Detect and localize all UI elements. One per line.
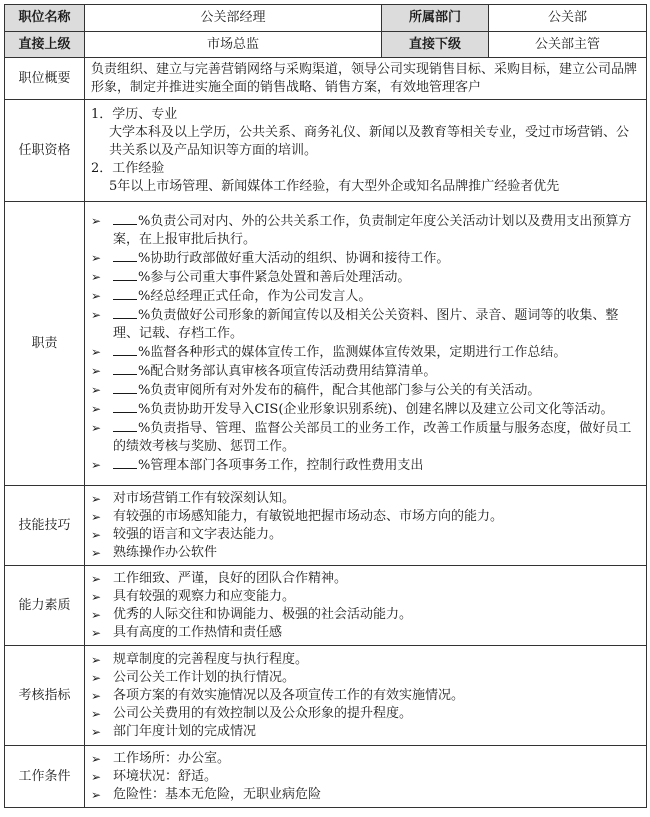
fill-blank bbox=[113, 381, 137, 394]
skill-item: ➢ 熟练操作办公软件 bbox=[91, 544, 640, 562]
fill-blank bbox=[113, 343, 137, 356]
ability-item: ➢ 优秀的人际交往和协调能力、极强的社会活动能力。 bbox=[91, 606, 640, 624]
fill-blank bbox=[113, 268, 137, 281]
header-row-1 bbox=[5, 5, 647, 32]
duty-item: ➢ %负责做好公司形象的新闻宣传以及相关公关资料、图片、录音、题词等的收集、整理、记载、存档工作。 bbox=[91, 306, 640, 343]
qualifications-content bbox=[85, 100, 647, 202]
direct-subordinate-label: 直接下级 bbox=[382, 32, 489, 58]
abilities-content bbox=[85, 566, 647, 646]
fill-blank bbox=[113, 287, 137, 300]
overview-row bbox=[5, 58, 647, 100]
fill-blank bbox=[113, 400, 137, 413]
position-name-label: 职位名称 bbox=[5, 5, 85, 32]
job-description-table bbox=[4, 4, 647, 808]
abilities-row bbox=[5, 566, 647, 646]
kpi-content bbox=[85, 646, 647, 746]
conditions-row bbox=[5, 746, 647, 808]
kpi-item: ➢ 公司公关费用的有效控制以及公众形象的提升程度。 bbox=[91, 705, 640, 723]
qualification-detail: 5年以上市场管理、新闻媒体工作经验，有大型外企或知名品牌推广经验者优先 bbox=[109, 178, 560, 194]
duties-row bbox=[5, 202, 647, 486]
duties-list bbox=[91, 212, 640, 475]
duty-item: ➢ %协助行政部做好重大活动的组织、协调和接待工作。 bbox=[91, 249, 640, 268]
direct-superior-label: 直接上级 bbox=[5, 32, 85, 58]
qualification-title: 2．工作经验 bbox=[91, 160, 165, 176]
fill-blank bbox=[113, 419, 137, 432]
kpi-item: ➢ 部门年度计划的完成情况 bbox=[91, 723, 640, 741]
duty-item: ➢ %配合财务部认真审核各项宣传活动费用结算清单。 bbox=[91, 362, 640, 381]
overview-label: 职位概要 bbox=[5, 58, 85, 100]
condition-item: ➢ 环境状况：舒适。 bbox=[91, 768, 640, 786]
skill-item: ➢ 对市场营销工作有较深刻认知。 bbox=[91, 490, 640, 508]
duties-label: 职责 bbox=[5, 202, 85, 486]
overview-text: 负责组织、建立与完善营销网络与采购渠道，领导公司实现销售目标、采购目标，建立公司品牌形象，制定并推进实施全面的销售战略、销售方案，有效地管理客户 bbox=[85, 58, 647, 100]
condition-item: ➢ 危险性：基本无危险，无职业病危险 bbox=[91, 786, 640, 804]
duty-item: ➢ %参与公司重大事件紧急处置和善后处理活动。 bbox=[91, 268, 640, 287]
kpi-item: ➢ 各项方案的有效实施情况以及各项宣传工作的有效实施情况。 bbox=[91, 687, 640, 705]
duty-item: ➢ %管理本部门各项事务工作，控制行政性费用支出 bbox=[91, 456, 640, 475]
duty-item: ➢ %负责公司对内、外的公共关系工作，负责制定年度公关活动计划以及费用支出预算方案，在上报审批后执行。 bbox=[91, 212, 640, 249]
kpi-item: ➢ 规章制度的完善程度与执行程度。 bbox=[91, 651, 640, 669]
direct-subordinate-value: 公关部主管 bbox=[489, 32, 647, 58]
kpi-list bbox=[91, 651, 640, 741]
duty-item: ➢ %经总经理正式任命，作为公司发言人。 bbox=[91, 287, 640, 306]
ability-item: ➢ 工作细致、严谨，良好的团队合作精神。 bbox=[91, 570, 640, 588]
kpi-label: 考核指标 bbox=[5, 646, 85, 746]
abilities-list bbox=[91, 570, 640, 642]
skill-item: ➢ 有较强的市场感知能力，有敏锐地把握市场动态、市场方向的能力。 bbox=[91, 508, 640, 526]
ability-item: ➢ 具有高度的工作热情和责任感 bbox=[91, 624, 640, 642]
kpi-row bbox=[5, 646, 647, 746]
qualification-title: 1．学历、专业 bbox=[91, 106, 178, 122]
fill-blank bbox=[113, 249, 137, 262]
duty-item: ➢ %监督各种形式的媒体宣传工作，监测媒体宣传效果，定期进行工作总结。 bbox=[91, 343, 640, 362]
kpi-item: ➢ 公司公关工作计划的执行情况。 bbox=[91, 669, 640, 687]
skills-content bbox=[85, 486, 647, 566]
qualification-detail: 大学本科及以上学历，公共关系、商务礼仪、新闻以及教育等相关专业，受过市场营销、公共关系以及产品知识等方面的培训。 bbox=[109, 124, 630, 158]
position-name-value: 公关部经理 bbox=[85, 5, 382, 32]
department-value: 公关部 bbox=[489, 5, 647, 32]
skills-list bbox=[91, 490, 640, 562]
conditions-content bbox=[85, 746, 647, 808]
fill-blank bbox=[113, 306, 137, 319]
direct-superior-value: 市场总监 bbox=[85, 32, 382, 58]
skills-label: 技能技巧 bbox=[5, 486, 85, 566]
duties-content bbox=[85, 202, 647, 486]
header-row-2 bbox=[5, 32, 647, 58]
fill-blank bbox=[113, 362, 137, 375]
ability-item: ➢ 具有较强的观察力和应变能力。 bbox=[91, 588, 640, 606]
skill-item: ➢ 较强的语言和文字表达能力。 bbox=[91, 526, 640, 544]
fill-blank bbox=[113, 456, 137, 469]
skills-row bbox=[5, 486, 647, 566]
duty-item: ➢ %负责协助开发导入CIS(企业形象识别系统)、创建名牌以及建立公司文化等活动。 bbox=[91, 400, 640, 419]
fill-blank bbox=[113, 212, 137, 225]
qualifications-row bbox=[5, 100, 647, 202]
condition-item: ➢ 工作场所：办公室。 bbox=[91, 750, 640, 768]
conditions-list bbox=[91, 750, 640, 804]
abilities-label: 能力素质 bbox=[5, 566, 85, 646]
duty-item: ➢ %负责审阅所有对外发布的稿件，配合其他部门参与公关的有关活动。 bbox=[91, 381, 640, 400]
department-label: 所属部门 bbox=[382, 5, 489, 32]
conditions-label: 工作条件 bbox=[5, 746, 85, 808]
qualifications-label: 任职资格 bbox=[5, 100, 85, 202]
duty-item: ➢ %负责指导、管理、监督公关部员工的业务工作，改善工作质量与服务态度，做好员工的绩效考核与奖励、惩罚工作。 bbox=[91, 419, 640, 456]
